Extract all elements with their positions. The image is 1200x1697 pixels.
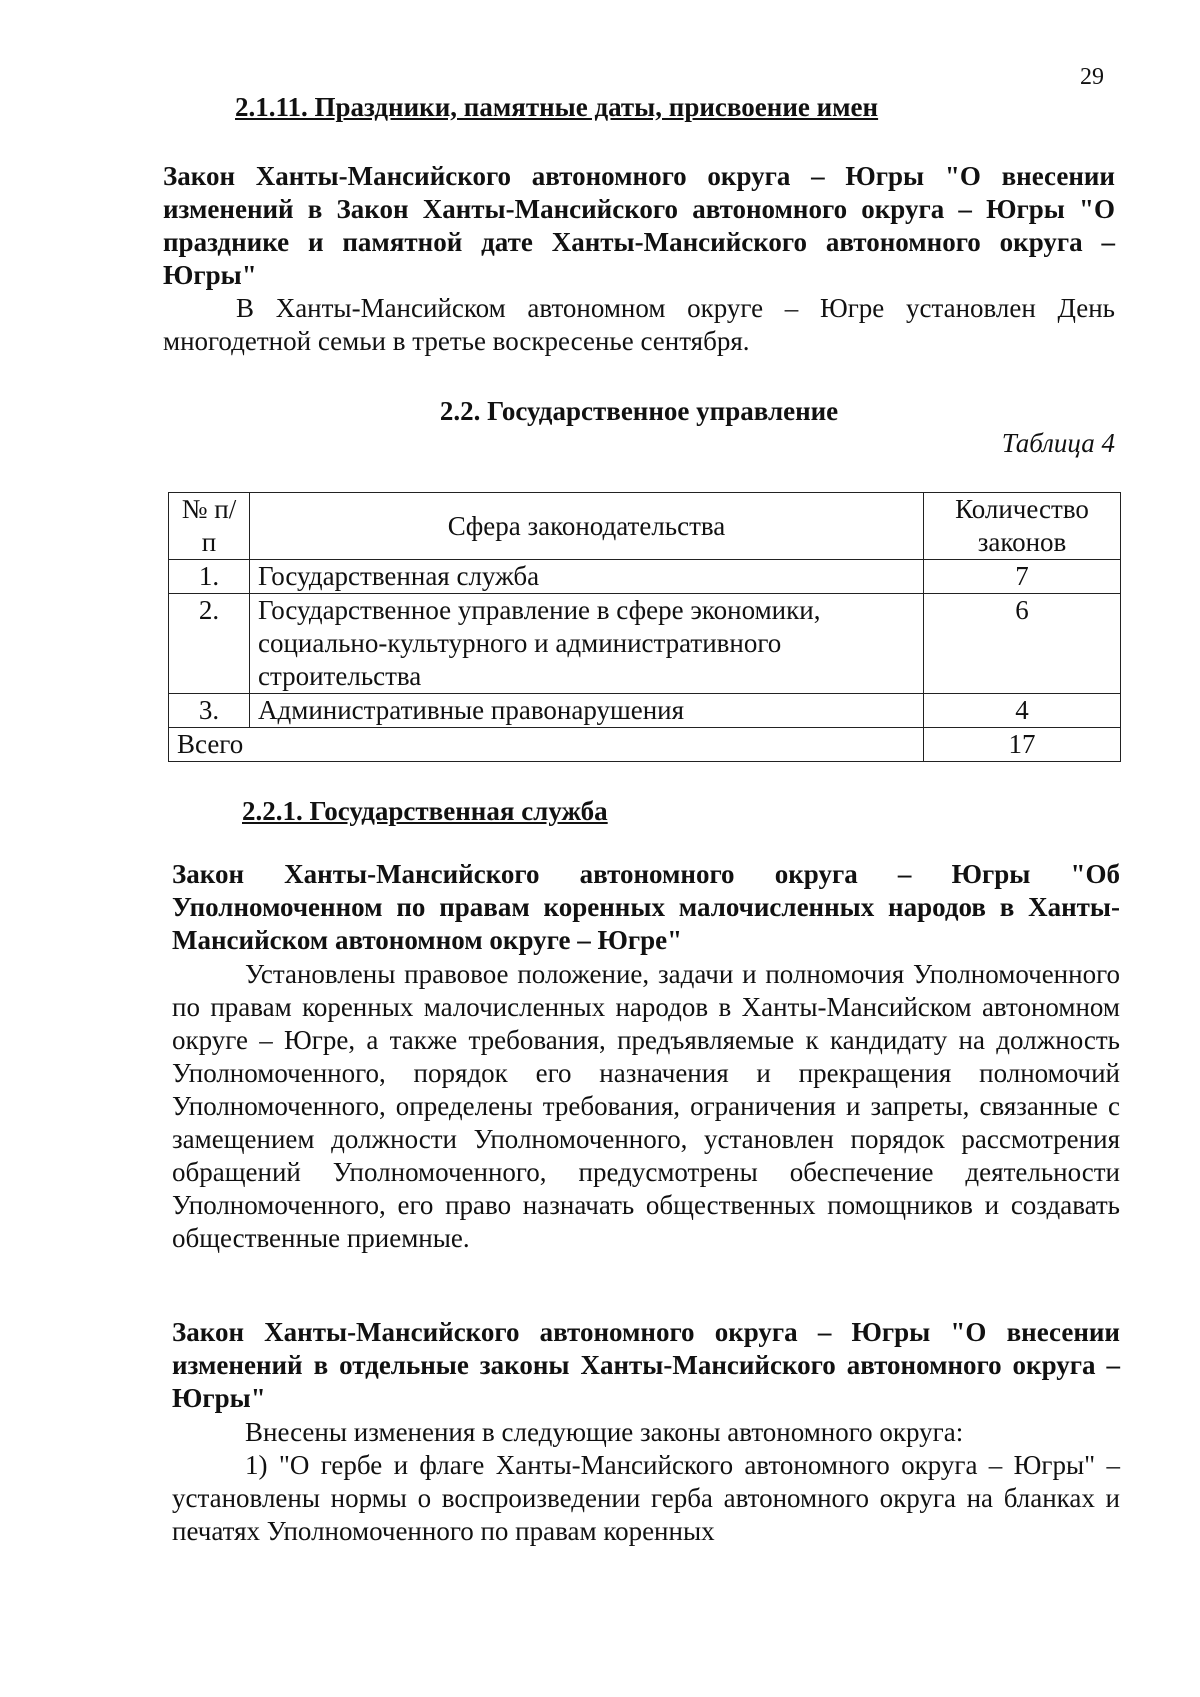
table-total-row: [169, 728, 1121, 762]
row-sphere: Государственное управление в сфере экономики, социально-культурного и административного строительства: [250, 594, 924, 694]
row-num: 3.: [169, 694, 250, 728]
header-num: № п/п: [169, 493, 250, 560]
legislation-table: [168, 492, 1121, 762]
law-title-ombudsman: Закон Ханты-Мансийского автономного округа – Югры "Об Уполномоченном по правам коренных малочисленных народов в Ханты-Мансийском автономном округе – Югре": [172, 859, 1120, 955]
law-text-holiday: В Ханты-Мансийском автономном округе – Югре установлен День многодетной семьи в третье воскресенье сентября.: [163, 293, 1115, 356]
row-sphere: Административные правонарушения: [250, 694, 924, 728]
section-heading-2-1-11: 2.1.11. Праздники, памятные даты, присвоение имен: [235, 92, 879, 122]
row-count: 7: [924, 560, 1121, 594]
law-title-amendments: Закон Ханты-Мансийского автономного округа – Югры "О внесении изменений в отдельные законы Ханты-Мансийского автономного округа – Югры": [172, 1317, 1120, 1413]
table-caption: Таблица 4: [1001, 428, 1115, 458]
table-row: [169, 594, 1121, 694]
law-text-amendments-item-1: 1) "О гербе и флаге Ханты-Мансийского автономного округа – Югры" – установлены нормы о воспроизведении герба автономного округа на бланках и печатях Уполномоченного по правам коренных: [172, 1450, 1120, 1546]
row-count: 6: [924, 594, 1121, 694]
row-count: 4: [924, 694, 1121, 728]
page-number: 29: [1080, 64, 1104, 90]
total-label: Всего: [169, 728, 924, 762]
table-row: [169, 694, 1121, 728]
header-sphere: Сфера законодательства: [250, 493, 924, 560]
section-heading-2-2-1: 2.2.1. Государственная служба: [242, 796, 608, 826]
table-row: [169, 560, 1121, 594]
table-header-row: [169, 493, 1121, 560]
law-title-holiday: Закон Ханты-Мансийского автономного округа – Югры "О внесении изменений в Закон Ханты-Мансийского автономного округа – Югры "О празднике и памятной дате Ханты-Мансийского автономного округа – Югры": [163, 161, 1115, 290]
row-num: 1.: [169, 560, 250, 594]
law-text-ombudsman: Установлены правовое положение, задачи и полномочия Уполномоченного по правам коренных малочисленных народов в Ханты-Мансийском автономном округе – Югре, а также требования, предъявляемые к кандидату на должность Уполномоченного, порядок его назначения и прекращения полномочий Уполномоченного, определены требования, ограничения и запреты, связанные с замещением должности Уполномоченного, установлен порядок рассмотрения обращений Уполномоченного, предусмотрены обеспечение деятельности Уполномоченного, его право назначать общественных помощников и создавать общественные приемные.: [172, 959, 1120, 1253]
row-num: 2.: [169, 594, 250, 694]
total-count: 17: [924, 728, 1121, 762]
section-heading-2-2: 2.2. Государственное управление: [439, 396, 839, 426]
row-sphere: Государственная служба: [250, 560, 924, 594]
header-count: Количество законов: [924, 493, 1121, 560]
law-text-amendments-intro: Внесены изменения в следующие законы автономного округа:: [245, 1417, 964, 1447]
